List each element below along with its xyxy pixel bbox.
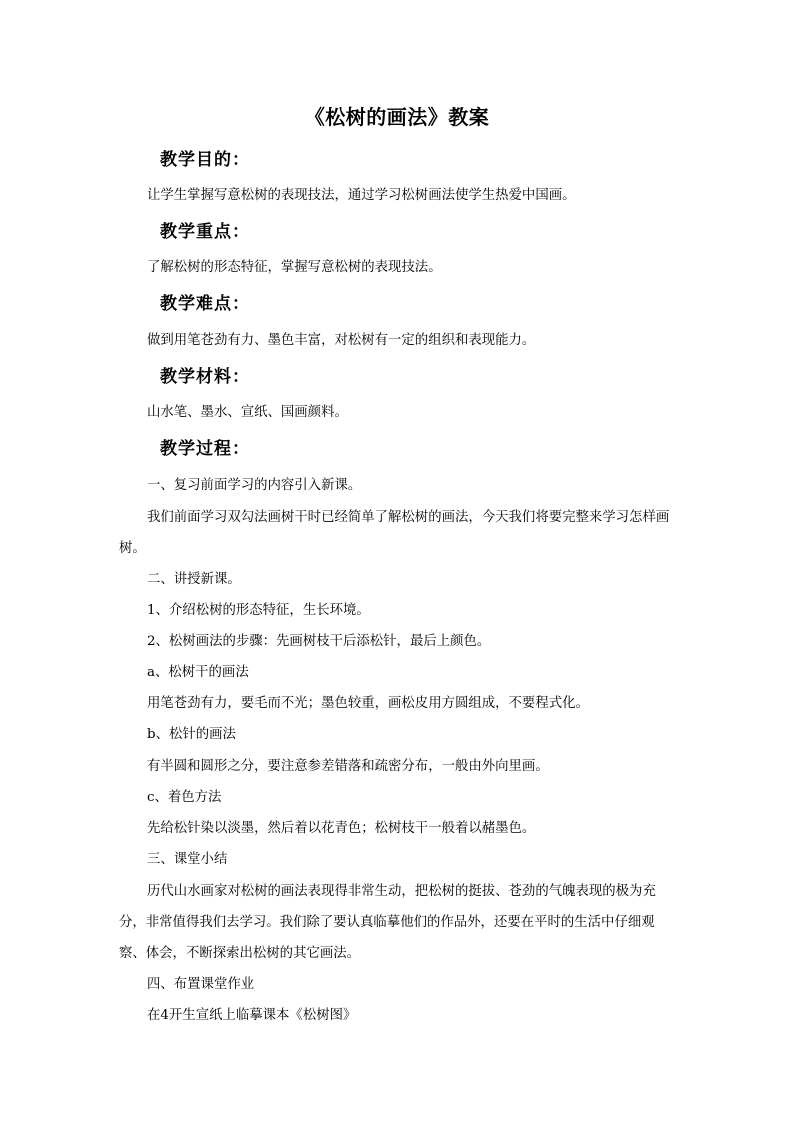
difficulties-text: 做到用笔苍劲有力、墨色丰富，对松树有一定的组织和表现能力。 — [147, 333, 536, 348]
process-line-needles-text: 有半圆和圆形之分，要注意参差错落和疏密分布，一般由外向里画。 — [147, 759, 549, 774]
document-title: 《松树的画法》教案 — [304, 105, 490, 129]
process-heading: 教学过程： — [160, 439, 250, 459]
process-line-summary-text: 历代山水画家对松树的画法表现得非常生动，把松树的挺拔、苍劲的气魄表现的极为充分，非常值得我们去学习。我们除了要认真临摹他们的作品外，还要在平时的生活中仔细观察、体会，不断探索出松树的其它画法。 — [119, 884, 656, 961]
process-line-homework-heading: 四、布置课堂作业 — [147, 977, 255, 992]
key-points-heading: 教学重点： — [160, 222, 250, 242]
process-line-step-2: 2、松树画法的步骤：先画树枝干后添松针，最后上颜色。 — [147, 634, 491, 649]
key-points-text: 了解松树的形态特征，掌握写意松树的表现技法。 — [147, 260, 442, 275]
process-line-needles-heading: b、松针的画法 — [147, 727, 236, 742]
process-line-color-text: 先给松针染以淡墨，然后着以花青色；松树枝干一般着以赭墨色。 — [147, 821, 536, 836]
process-line-review-detail: 我们前面学习双勾法画树干时已经简单了解松树的画法，今天我们将要完整来学习怎样画树。 — [119, 510, 670, 556]
process-line-new-lesson: 二、讲授新课。 — [147, 572, 241, 587]
process-line-color-heading: c、着色方法 — [147, 790, 222, 805]
process-line-summary-heading: 三、课堂小结 — [147, 852, 228, 867]
materials-heading: 教学材料： — [160, 367, 250, 387]
process-line-trunk-text: 用笔苍劲有力，要毛而不光；墨色较重，画松皮用方圆组成，不要程式化。 — [147, 696, 589, 711]
materials-text: 山水笔、墨水、宣纸、国画颜料。 — [147, 405, 348, 420]
difficulties-heading: 教学难点： — [160, 294, 250, 314]
process-line-trunk-heading: a、松树干的画法 — [147, 665, 249, 680]
process-line-homework-text: 在4开生宣纸上临摹课本《松树图》 — [147, 1008, 357, 1023]
objective-text: 让学生掌握写意松树的表现技法，通过学习松树画法使学生热爱中国画。 — [147, 188, 576, 203]
objective-heading: 教学目的： — [160, 150, 250, 170]
process-line-step-1: 1、介绍松树的形态特征，生长环境。 — [147, 603, 370, 618]
process-line-review: 一、复习前面学习的内容引入新课。 — [147, 478, 362, 493]
